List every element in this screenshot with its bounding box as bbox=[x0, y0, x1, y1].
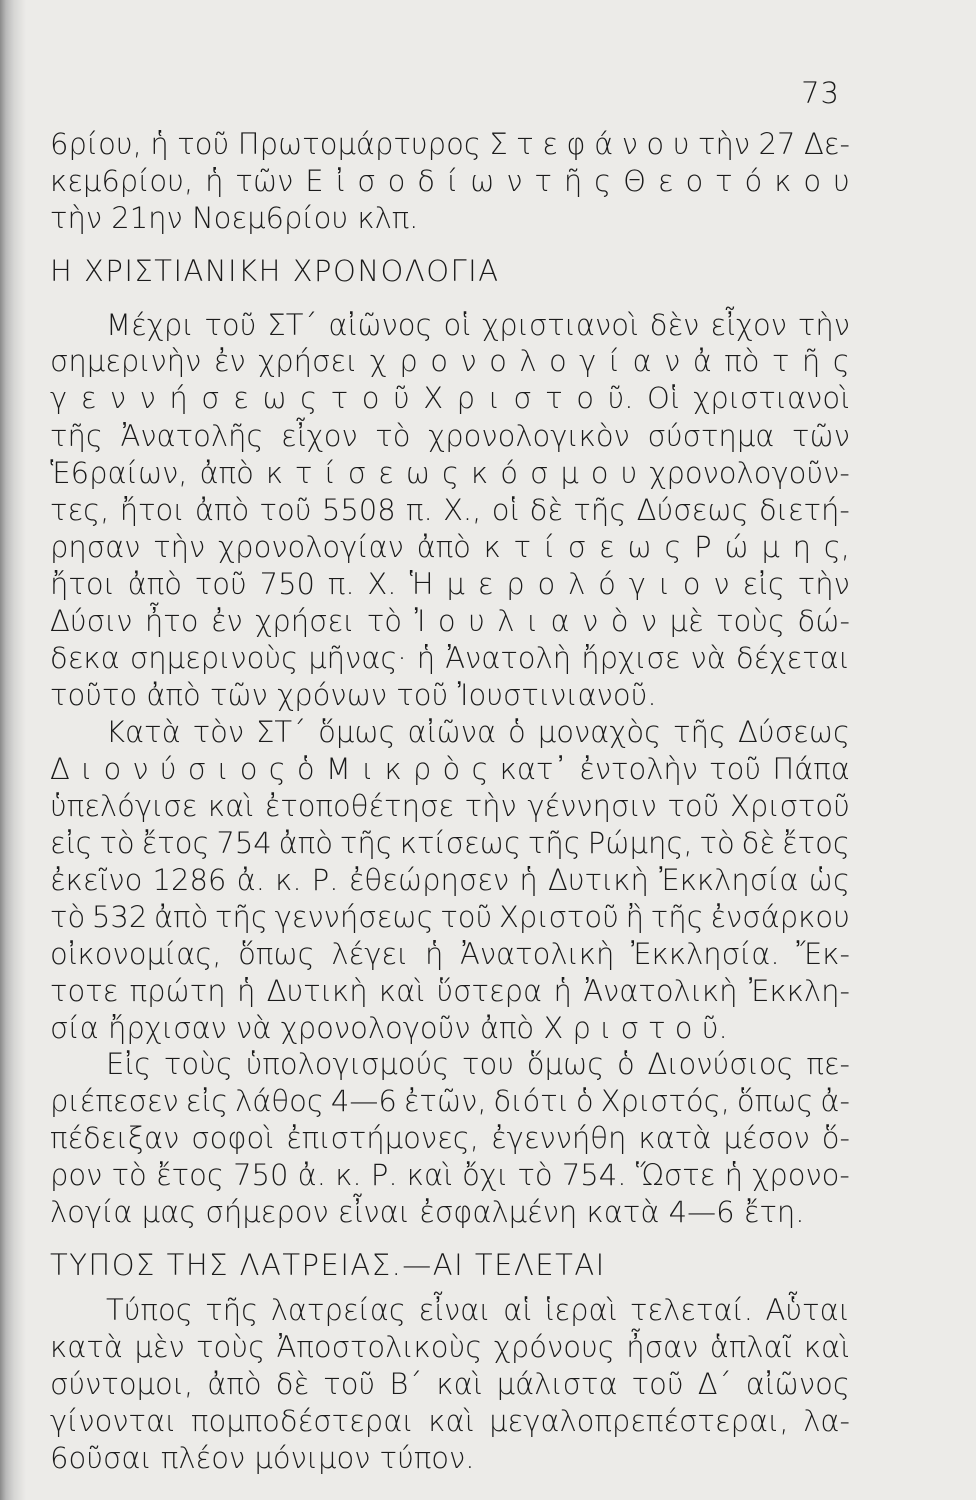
text-line: δεκα σημερινοὺς μῆνας· ἡ Ἀνατολὴ ἤρχισε νὰ δέχεται bbox=[50, 641, 850, 675]
text-line: ριέπεσεν εἰς λάθος 4—6 ἐτῶν, διότι ὁ Χριστός, ὅπως ἀ- bbox=[50, 1084, 850, 1118]
text-line: 6οῦσαι πλέον μόνιμον τύπον. bbox=[50, 1441, 475, 1475]
text-line: τες, ἤτοι ἀπὸ τοῦ 5508 π. Χ., οἱ δὲ τῆς Δύσεως διετή- bbox=[50, 493, 850, 527]
text-line: τὴν 21ην Νοεμ6ρίου κλπ. bbox=[50, 201, 419, 235]
text-line: τοτε πρώτη ἡ Δυτικὴ καὶ ὕστερα ἡ Ἀνατολικὴ Ἐκκλη- bbox=[50, 974, 850, 1008]
text-line: ἐκεῖνο 1286 ἀ. κ. Ρ. ἐθεώρησεν ἡ Δυτικὴ Ἐκκλησία ὡς bbox=[50, 863, 850, 897]
text-line: οἰκονομίας, ὅπως λέγει ἡ Ἀνατολικὴ Ἐκκλησία. Ἔκ- bbox=[50, 937, 850, 971]
text-line: Μέχρι τοῦ ΣΤ΄ αἰῶνος οἱ χριστιανοὶ δὲν εἶχον τὴν bbox=[106, 308, 850, 342]
text-line: ρησαν τὴν χρονολογίαν ἀπὸ κ τ ί σ ε ω ς Ρ ώ μ η ς, bbox=[50, 530, 850, 564]
text-line: λογία μας σήμερον εἶναι ἐσφαλμένη κατὰ 4—6 ἔτη. bbox=[50, 1195, 805, 1229]
text-line: τῆς Ἀνατολῆς εἶχον τὸ χρονολογικὸν σύστημα τῶν bbox=[50, 419, 850, 453]
text-line: Εἰς τοὺς ὑπολογισμούς του ὅμως ὁ Διονύσιος πε- bbox=[106, 1047, 850, 1081]
text-line: Τύπος τῆς λατρείας εἶναι αἱ ἱεραὶ τελεταί. Αὗται bbox=[106, 1293, 850, 1327]
text-line: ὑπελόγισε καὶ ἐτοποθέτησε τὴν γέννησιν τοῦ Χριστοῦ bbox=[50, 789, 850, 823]
text-line: γ ε ν ν ή σ ε ω ς τ ο ῦ Χ ρ ι σ τ ο ῦ. Οἱ χριστιανοὶ bbox=[50, 381, 850, 415]
text-line: ἤτοι ἀπὸ τοῦ 750 π. Χ. Ἡ μ ε ρ ο λ ό γ ι ο ν εἰς τὴν bbox=[50, 567, 850, 601]
text-line: Δύσιν ἦτο ἐν χρήσει τὸ Ἰ ο υ λ ι α ν ὸ ν μὲ τοὺς δώ- bbox=[50, 604, 850, 638]
page-number: 73 bbox=[801, 76, 840, 110]
text-line: σία ἤρχισαν νὰ χρονολογοῦν ἀπὸ Χ ρ ι σ τ ο ῦ. bbox=[50, 1011, 728, 1045]
text-line: σύντομοι, ἀπὸ δὲ τοῦ Β΄ καὶ μάλιστα τοῦ Δ΄ αἰῶνος bbox=[50, 1367, 850, 1401]
text-line: εἰς τὸ ἔτος 754 ἀπὸ τῆς κτίσεως τῆς Ρώμης, τὸ δὲ ἔτος bbox=[50, 826, 850, 860]
text-line: γίνονται πομποδέστεραι καὶ μεγαλοπρεπέστεραι, λα- bbox=[50, 1404, 850, 1438]
text-line: τοῦτο ἀπὸ τῶν χρόνων τοῦ Ἰουστινιανοῦ. bbox=[50, 678, 657, 712]
text-line: ρον τὸ ἔτος 750 ἀ. κ. Ρ. καὶ ὄχι τὸ 754. Ὥστε ἡ χρονο- bbox=[50, 1158, 850, 1192]
book-page bbox=[50, 70, 850, 1480]
section-heading: ΤΥΠΟΣ ΤΗΣ ΛΑΤΡΕΙΑΣ.—ΑΙ ΤΕΛΕΤΑΙ bbox=[50, 1248, 606, 1282]
text-line: πέδειξαν σοφοὶ ἐπιστήμονες, ἐγεννήθη κατὰ μέσον ὅ- bbox=[50, 1121, 850, 1155]
text-line: 6ρίου, ἡ τοῦ Πρωτομάρτυρος Σ τ ε φ ά ν ο υ τὴν 27 Δε- bbox=[50, 127, 850, 161]
text-line: κατὰ μὲν τοὺς Ἀποστολικοὺς χρόνους ἦσαν ἁπλαῖ καὶ bbox=[50, 1330, 850, 1364]
section-heading: Η ΧΡΙΣΤΙΑΝΙΚΗ ΧΡΟΝΟΛΟΓΙΑ bbox=[50, 254, 500, 288]
text-line: σημερινὴν ἐν χρήσει χ ρ ο ν ο λ ο γ ί α ν ἀ πὸ τ ῆ ς bbox=[50, 344, 850, 378]
text-line: τὸ 532 ἀπὸ τῆς γεννήσεως τοῦ Χριστοῦ ἢ τῆς ἐνσάρκου bbox=[50, 900, 850, 934]
text-line: Κατὰ τὸν ΣΤ΄ ὅμως αἰῶνα ὁ μοναχὸς τῆς Δύσεως bbox=[106, 715, 850, 749]
text-line: Ἑ6ραίων, ἀπὸ κ τ ί σ ε ω ς κ ό σ μ ο υ χρονολογοῦν- bbox=[50, 456, 850, 490]
page-gutter-shadow bbox=[0, 0, 26, 1500]
text-line: κεμ6ρίου, ἡ τῶν Ε ἰ σ ο δ ί ω ν τ ῆ ς Θ ε ο τ ό κ ο υ bbox=[50, 164, 850, 198]
text-line: Δ ι ο ν ύ σ ι ο ς ὁ Μ ι κ ρ ὸ ς κατ᾽ ἐντολὴν τοῦ Πάπα bbox=[50, 752, 850, 786]
